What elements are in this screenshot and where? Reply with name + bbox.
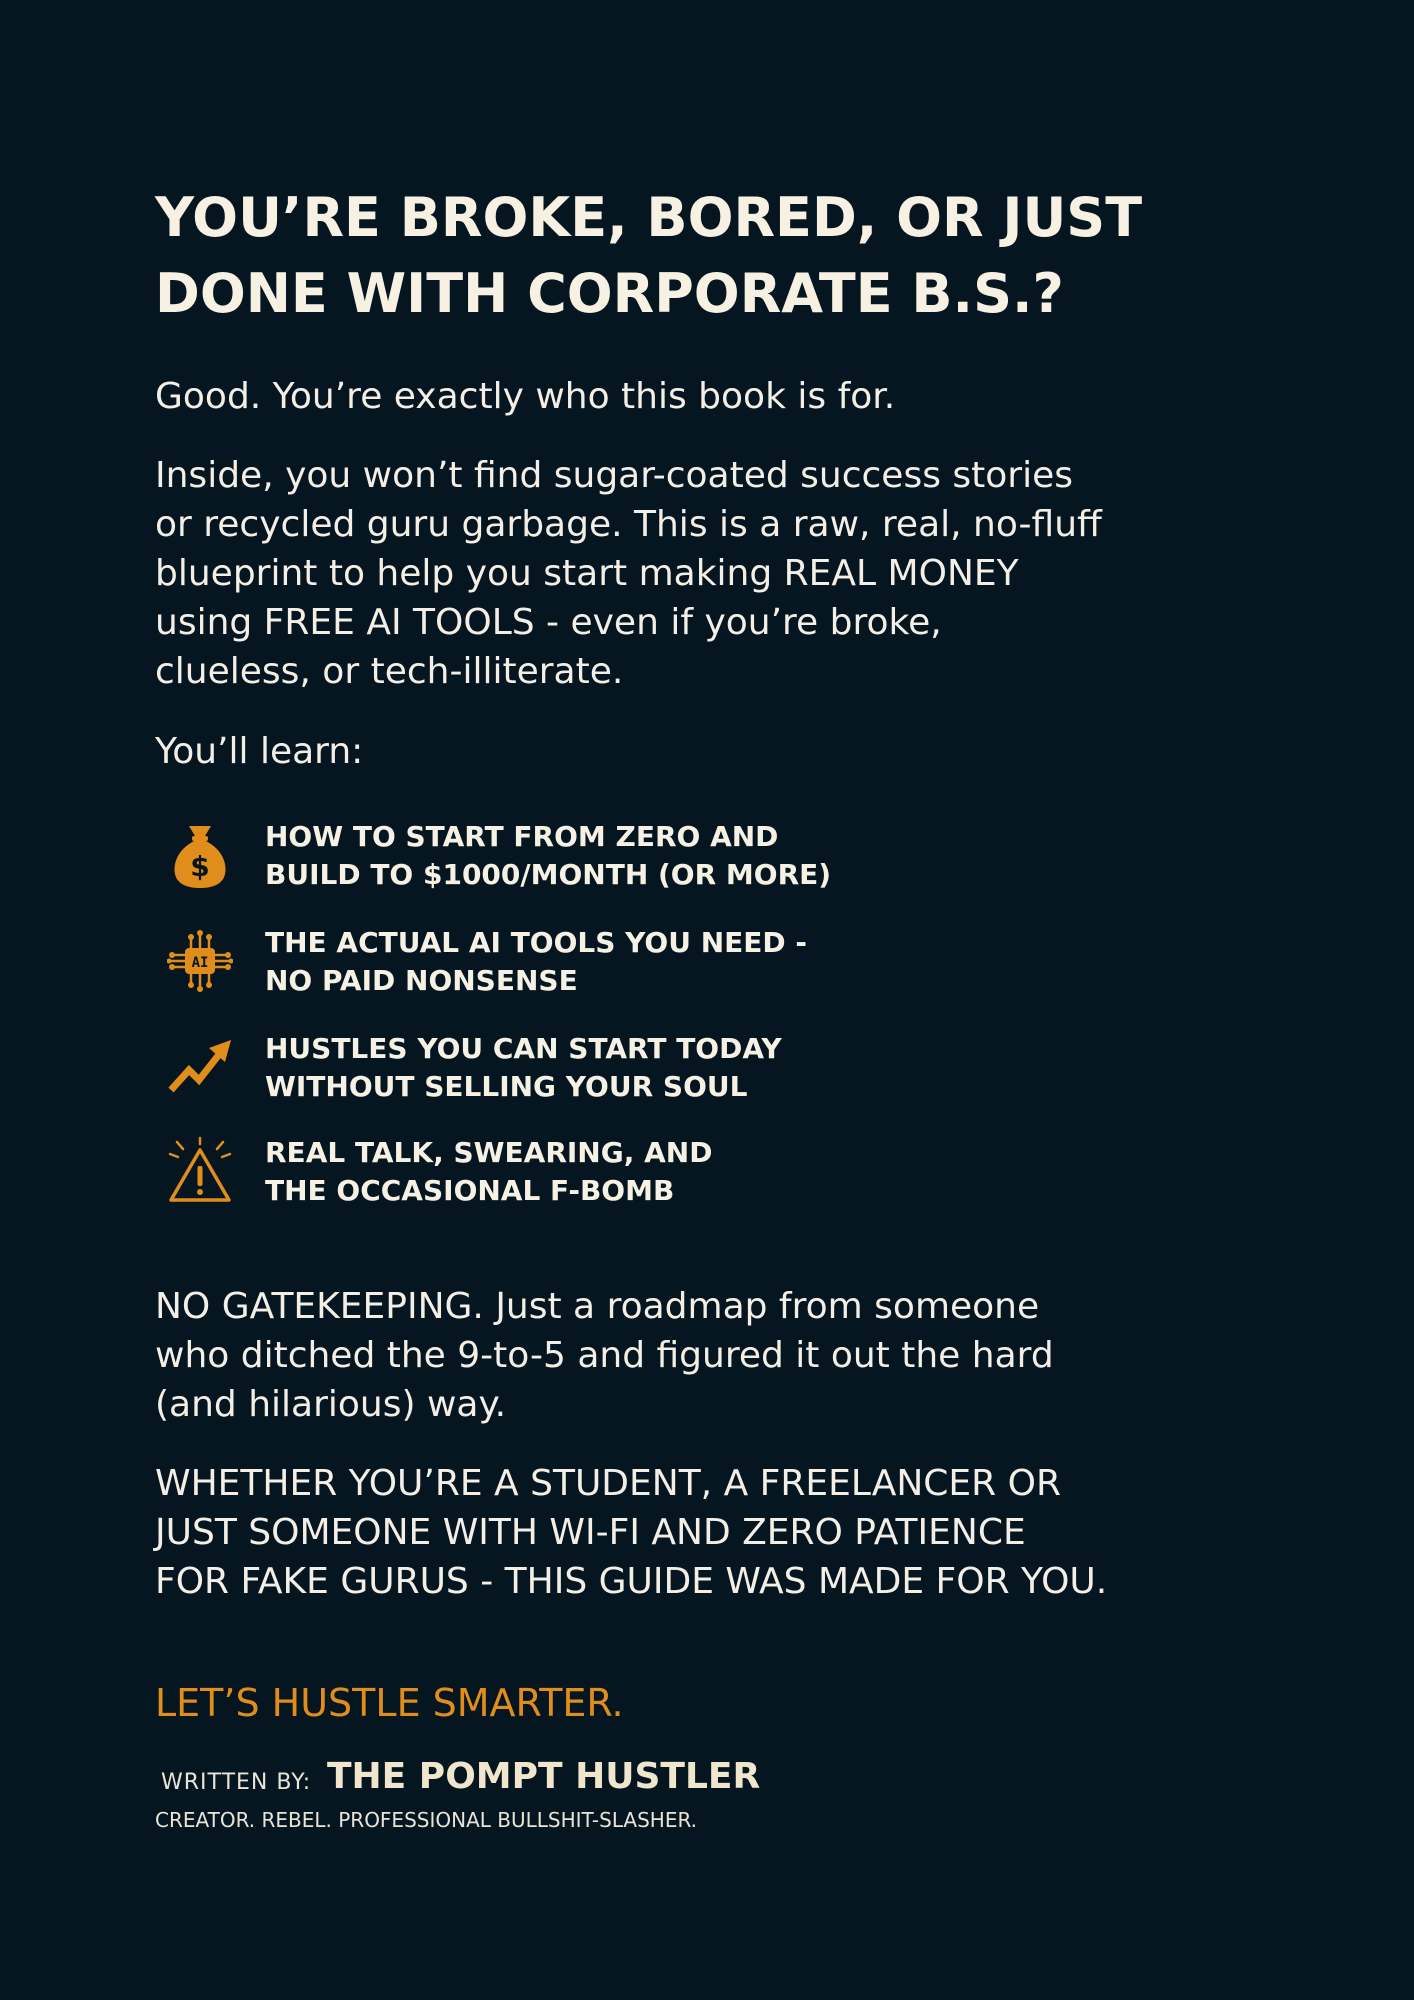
- feature-item: [155, 1134, 1165, 1240]
- headline-line: DONE WITH CORPORATE B.S.?: [155, 262, 1064, 325]
- feature-text: [265, 924, 807, 1000]
- ai-chip-icon: [167, 926, 233, 996]
- headline: [155, 180, 1165, 332]
- feature-item: [155, 1030, 1165, 1134]
- feature-line: WITHOUT SELLING YOUR SOUL: [265, 1070, 748, 1103]
- intro-line: Good. You’re exactly who this book is for.: [155, 376, 896, 417]
- feature-line: THE OCCASIONAL F-BOMB: [265, 1174, 675, 1207]
- inside-paragraph: [155, 451, 1165, 696]
- inside-line: blueprint to help you start making REAL MONEY: [155, 553, 1019, 594]
- audience-paragraph: [155, 1459, 1165, 1606]
- feature-line: NO PAID NONSENSE: [265, 964, 578, 997]
- gatekeeping-paragraph: [155, 1282, 1165, 1429]
- feature-line: THE ACTUAL AI TOOLS YOU NEED -: [265, 926, 808, 959]
- svg-text:$: $: [190, 850, 210, 883]
- intro-text: [155, 372, 1165, 421]
- author-tagline: CREATOR. REBEL. PROFESSIONAL BULLSHIT-SLASHER.: [155, 1808, 698, 1832]
- audience-line: FOR FAKE GURUS - THIS GUIDE WAS MADE FOR YOU.: [155, 1561, 1108, 1602]
- svg-text:AI: AI: [191, 955, 209, 971]
- learn-label-text: You’ll learn:: [155, 731, 364, 772]
- feature-item: [155, 924, 1165, 1030]
- author-name: THE POMPT HUSTLER: [327, 1756, 761, 1797]
- gatekeeping-line: who ditched the 9-to-5 and figured it out the hard: [155, 1335, 1054, 1376]
- trend-up-arrow-icon: [167, 1032, 233, 1102]
- feature-line: REAL TALK, SWEARING, AND: [265, 1136, 713, 1169]
- headline-line: YOU’RE BROKE, BORED, OR JUST: [155, 186, 1143, 249]
- feature-line: HOW TO START FROM ZERO AND: [265, 820, 779, 853]
- cover-content: [155, 180, 1165, 1834]
- feature-text: [265, 818, 831, 894]
- inside-line: clueless, or tech-illiterate.: [155, 651, 624, 692]
- feature-line: HUSTLES YOU CAN START TODAY: [265, 1032, 782, 1065]
- feature-list: [155, 818, 1165, 1240]
- audience-line: WHETHER YOU’RE A STUDENT, A FREELANCER OR: [155, 1463, 1061, 1504]
- inside-line: using FREE AI TOOLS - even if you’re broke,: [155, 602, 942, 643]
- call-to-action: LET’S HUSTLE SMARTER.: [155, 1681, 624, 1725]
- learn-label: [155, 727, 1165, 776]
- feature-item: [155, 818, 1165, 924]
- feature-text: [265, 1134, 712, 1210]
- feature-text: [265, 1030, 782, 1106]
- gatekeeping-line: NO GATEKEEPING. Just a roadmap from someone: [155, 1286, 1040, 1327]
- audience-line: JUST SOMEONE WITH WI-FI AND ZERO PATIENCE: [155, 1512, 1026, 1553]
- inside-line: or recycled guru garbage. This is a raw, real, no-fluff: [155, 504, 1102, 545]
- written-by-label: WRITTEN BY:: [161, 1770, 312, 1795]
- feature-line: BUILD TO $1000/MONTH (OR MORE): [265, 858, 832, 891]
- money-bag-icon: [167, 820, 233, 890]
- gatekeeping-line: (and hilarious) way.: [155, 1384, 507, 1425]
- warning-icon: [167, 1136, 233, 1206]
- byline: [155, 1756, 1165, 1804]
- inside-line: Inside, you won’t find sugar-coated success stories: [155, 455, 1074, 496]
